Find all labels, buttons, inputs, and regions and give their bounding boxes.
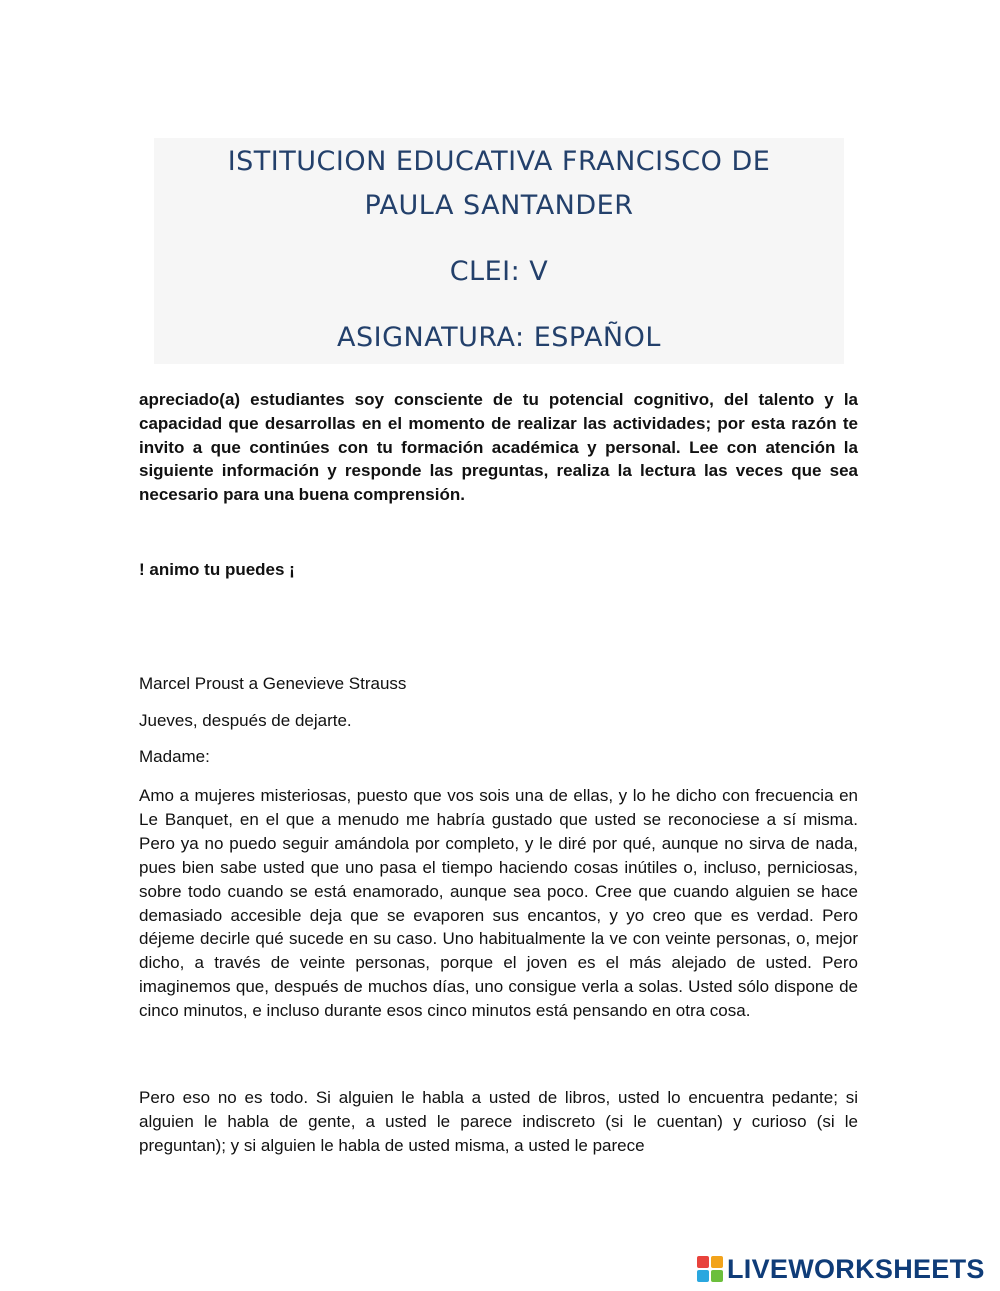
letter-paragraph-1: Amo a mujeres misteriosas, puesto que vos sois una de ellas, y lo he dicho con frecuencia en Le Banquet, en el que a menudo me habría gustado que usted se reconociese a sí misma. Pero ya no puedo seguir amándola por completo, y le diré por qué, aunque no sirva de nada, pues bien sabe usted que uno pasa el tiempo haciendo cosas inútiles o, incluso, perniciosas, sobre todo cuando se está enamorado, aunque sea poco. Cree que cuando alguien se hace demasiado accesible deja que se evaporen sus encantos, y yo creo que es verdad. Pero déjeme decirle qué sucede en su caso. Uno habitualmente la ve con veinte personas, o, mejor dicho, a través de veinte personas, porque el joven es el más alejado de usted. Pero imaginemos que, después de muchos días, uno consigue verla a solas. Usted sólo dispone de cinco minutos, e incluso durante esos cinco minutos está pensando en otra cosa. [139,786,858,1021]
header-banner [154,138,844,364]
encouragement-text: ! animo tu puedes ¡ [139,560,295,579]
letter-greeting: Madame: [139,747,210,766]
school-name-line-1: ISTITUCION EDUCATIVA FRANCISCO DE [227,146,771,177]
intro-paragraph: apreciado(a) estudiantes soy consciente de tu potencial cognitivo, del talento y la capacidad que desarrollas en el momento de realizar las actividades; por esta razón te invito a que continúes con tu formación académica y personal. Lee con atención la siguiente información y responde las preguntas, realiza la lectura las veces que sea necesario para una buena comprensión. [139,390,858,505]
school-name-line-2: PAULA SANTANDER [364,190,634,221]
liveworksheets-logo [697,1254,985,1284]
letter-title: Marcel Proust a Genevieve Strauss [139,674,407,693]
letter-date: Jueves, después de dejarte. [139,711,352,730]
subject-title: ASIGNATURA: ESPAÑOL [337,322,661,353]
logo-text: LIVEWORKSHEETS [727,1253,985,1284]
clei-level: CLEI: V [449,256,549,287]
logo-blocks-icon [697,1256,723,1282]
letter-paragraph-2: Pero eso no es todo. Si alguien le habla a usted de libros, usted lo encuentra pedante; si alguien le habla de gente, a usted le parece indiscreto (si le cuentan) y curioso (si le preguntan); y si alguien le habla de usted misma, a usted le parece [139,1088,858,1155]
